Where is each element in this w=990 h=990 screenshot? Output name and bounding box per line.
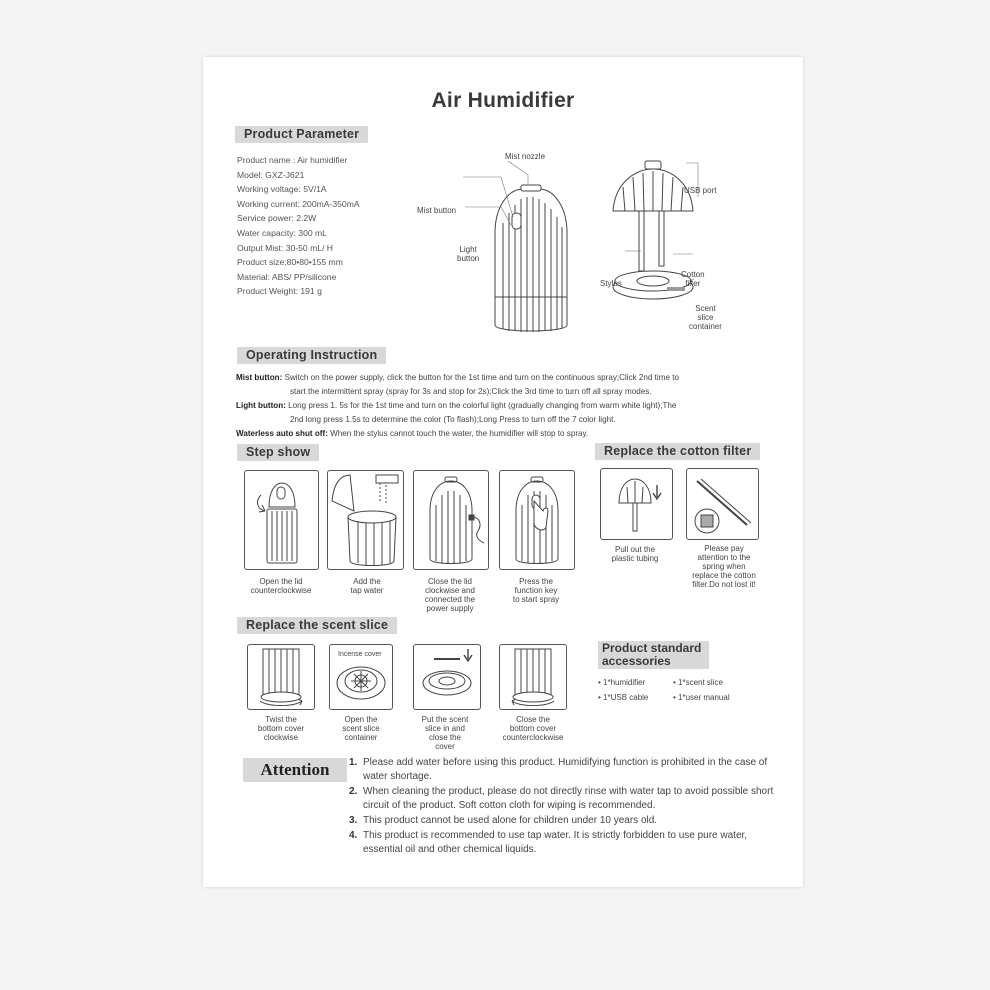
param-line: Working voltage: 5V/1A — [237, 184, 327, 195]
label-incense-cover: Incense cover — [338, 651, 382, 658]
param-line: Model: GXZ-J621 — [237, 169, 305, 180]
attention-item: 2. When cleaning the product, please do not directly rinse with water tap to avoid possible short circuit of the product. Soft cotton cloth for wiping is recommended. — [349, 786, 774, 811]
operating-instruction-text: Mist button: Switch on the power supply, click the button for the 1st time and turn on the continuous spray;Click 2nd time to start the intermittent spray (spray for 3s and stop for 2s);Click the 3rd time to turn off all spray modes. Light button: Long press 1. 5s for the 1st time and turn on the colorful light (gradually changing from warm white light);The 2nd long press 1.5s to determine the color (To flash);Long Press to turn off the 7 color light. Waterless auto shut off: When the stylus cannot touch the water, the humidifier will stop to spray. — [236, 373, 679, 438]
accessory-item: • 1*user manual — [673, 693, 730, 702]
product-parameter-list — [237, 153, 360, 299]
instruction-sheet — [203, 57, 803, 887]
step-1-image — [244, 470, 319, 570]
accessories-heading: Product standard accessories — [598, 641, 709, 669]
scent-step-2-caption: Open the scent slice container — [342, 715, 380, 742]
accessory-item: • 1*USB cable — [598, 693, 649, 702]
operating-instruction-heading: Operating Instruction — [237, 347, 386, 364]
param-line: Working current: 200mA-350mA — [237, 198, 360, 209]
param-line: Material: ABS/ PP/silicone — [237, 271, 337, 282]
cotton-step-1-image — [600, 468, 673, 540]
page-title: Air Humidifier — [431, 89, 575, 112]
step-3-caption: Close the lid clockwise and connected the power supply — [424, 577, 476, 613]
param-line: Service power: 2.2W — [237, 213, 317, 224]
scent-step-4-caption: Close the bottom cover counterclockwise — [502, 715, 564, 742]
step-3-image — [413, 470, 489, 570]
scent-step-3-image — [413, 644, 481, 710]
label-mist-button: Mist button — [417, 206, 457, 215]
label-mist-nozzle: Mist nozzle — [505, 152, 546, 161]
label-scent-container: Scent slice container — [689, 304, 722, 331]
param-line: Water capacity: 300 mL — [237, 227, 327, 238]
attention-item: 3. This product cannot be used alone for children under 10 years old. — [349, 815, 658, 826]
attention-item: 4. This product is recommended to use tap water. It is strictly forbidden to use pure water, essential oil and other chemical liquids. — [349, 830, 748, 855]
label-light-button: Light button — [457, 245, 480, 263]
label-usb-port: USB port — [684, 186, 717, 195]
step-show-heading: Step show — [237, 444, 319, 461]
scent-step-1-image — [247, 644, 315, 710]
scent-step-4-image — [499, 644, 567, 710]
step-2-image — [327, 470, 404, 570]
step-4-image — [499, 470, 575, 570]
humidifier-illustration — [495, 185, 567, 332]
accessory-item: • 1*humidifier — [598, 678, 646, 687]
attention-list — [349, 756, 789, 858]
accessory-item: • 1*scent slice — [673, 678, 723, 687]
scent-step-3-caption: Put the scent slice in and close the cover — [421, 715, 469, 751]
attention-heading: Attention — [243, 758, 347, 782]
param-line: Output Mist: 30-50 mL/ H — [237, 242, 333, 253]
cotton-step-2-caption: Please pay attention to the spring when replace the cotton filter.Do not lost it! — [692, 544, 756, 589]
label-cotton-filter: Cotton filter — [681, 270, 705, 288]
step-4-caption: Press the function key to start spray — [512, 577, 560, 604]
label-stylus: Stylus — [600, 279, 622, 288]
cotton-step-1-caption: Pull out the plastic tubing — [611, 545, 659, 563]
scent-slice-heading: Replace the scent slice — [237, 617, 397, 634]
cotton-step-2-image — [686, 468, 759, 540]
scent-step-1-caption: Twist the bottom cover clockwise — [257, 715, 305, 742]
attention-item: 1. Please add water before using this product. Humidifying function is prohibited in the case of water shortage. — [349, 757, 768, 782]
param-line: Product size:80•80•155 mm — [237, 257, 343, 268]
param-line: Product Weight: 191 g — [237, 286, 322, 297]
step-2-caption: Add the tap water — [350, 577, 384, 595]
param-line: Product name : Air humidifier — [237, 155, 348, 165]
cotton-filter-heading: Replace the cotton filter — [595, 443, 760, 460]
product-parameter-heading: Product Parameter — [235, 126, 368, 143]
step-1-caption: Open the lid counterclockwise — [250, 577, 312, 595]
